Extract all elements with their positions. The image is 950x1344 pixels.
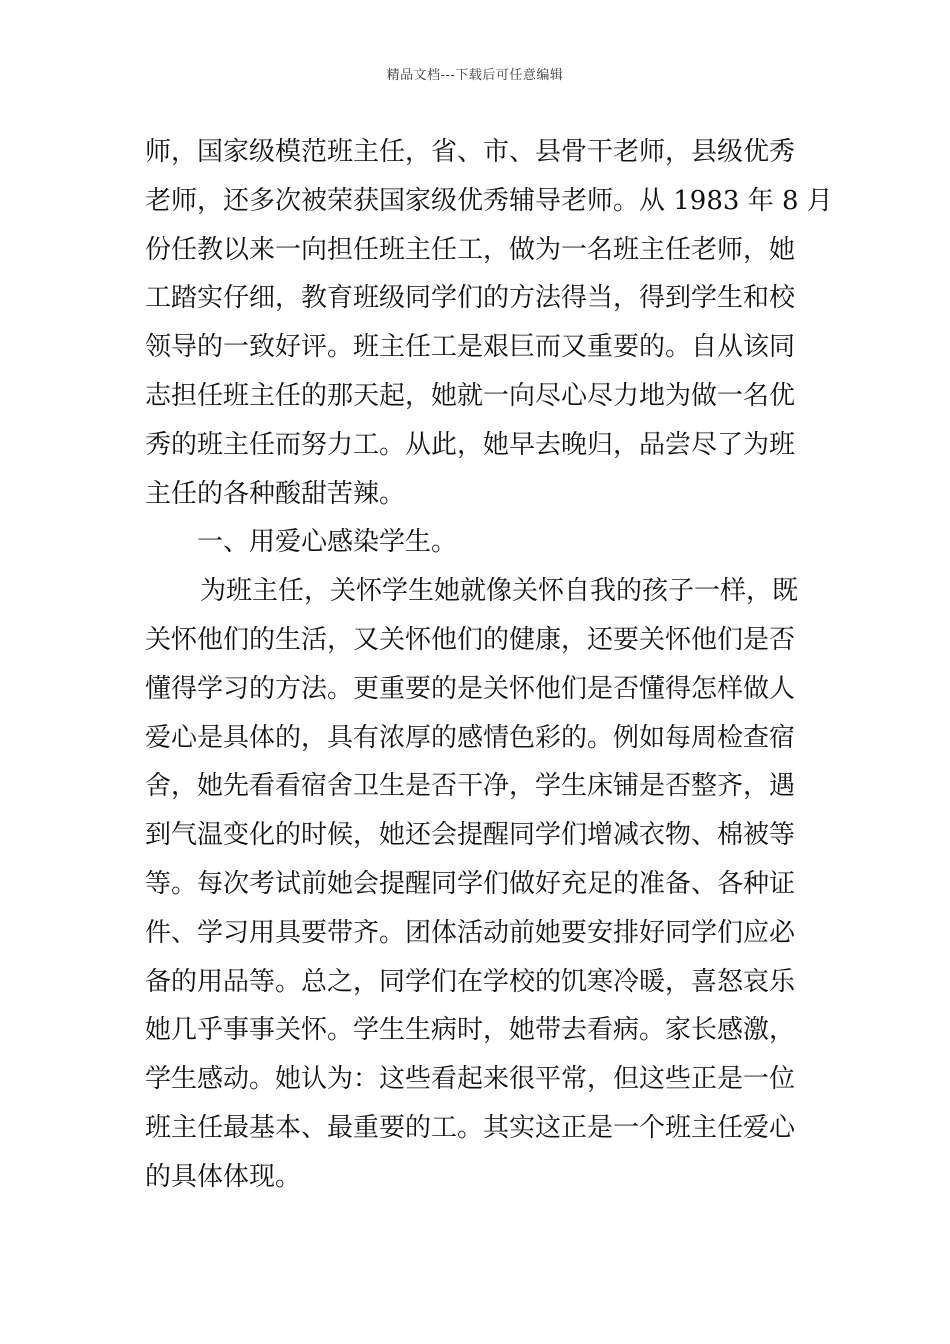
text-line: 老师，还多次被荣获国家级优秀辅导老师。从 1983 年 8 月 [145,185,833,216]
text-line: 领导的一致好评。班主任工是艰巨而又重要的。自从该同 [145,332,796,363]
text-line: 懂得学习的方法。更重要的是关怀他们是否懂得怎样做人 [145,673,796,704]
document-body [145,128,833,1202]
text-line: 舍，她先看看宿舍卫生是否干净，学生床铺是否整齐，遇 [145,771,796,802]
text-line: 件、学习用具要带齐。团体活动前她要安排好同学们应必 [145,917,796,948]
text-line: 秀的班主任而努力工。从此，她早去晚归，品尝尽了为班 [145,429,796,460]
text-line: 学生感动。她认为：这些看起来很平常，但这些正是一位 [145,1064,796,1095]
text-line: 备的用品等。总之，同学们在学校的饥寒冷暖，喜怒哀乐 [145,966,796,997]
text-line: 志担任班主任的那天起，她就一向尽心尽力地为做一名优 [145,380,796,411]
text-line: 班主任最基本、最重要的工。其实这正是一个班主任爱心 [145,1112,796,1143]
text-line: 份任教以来一向担任班主任工，做为一名班主任老师，她 [145,234,796,265]
text-line: 为班主任，关怀学生她就像关怀自我的孩子一样，既 [200,576,799,607]
text-line: 主任的各种酸甜苦辣。 [145,478,406,509]
text-line: 爱心是具体的，具有浓厚的感情色彩的。例如每周检查宿 [145,722,796,753]
text-line: 到气温变化的时候，她还会提醒同学们增减衣物、棉被等 [145,820,796,851]
section-heading: 一、用爱心感染学生。 [197,527,458,558]
text-line: 关怀他们的生活，又关怀他们的健康，还要关怀他们是否 [145,624,796,655]
text-line: 等。每次考试前她会提醒同学们做好充足的准备、各种证 [145,868,796,899]
text-line: 师，国家级模范班主任，省、市、县骨干老师，县级优秀 [145,137,796,167]
page-header: 精品文档---下载后可任意编辑 [386,68,564,83]
text-line: 的具体体现。 [145,1161,302,1192]
text-line: 她几乎事事关怀。学生生病时，她带去看病。家长感激， [145,1015,796,1046]
text-line: 工踏实仔细，教育班级同学们的方法得当，得到学生和校 [145,283,796,314]
